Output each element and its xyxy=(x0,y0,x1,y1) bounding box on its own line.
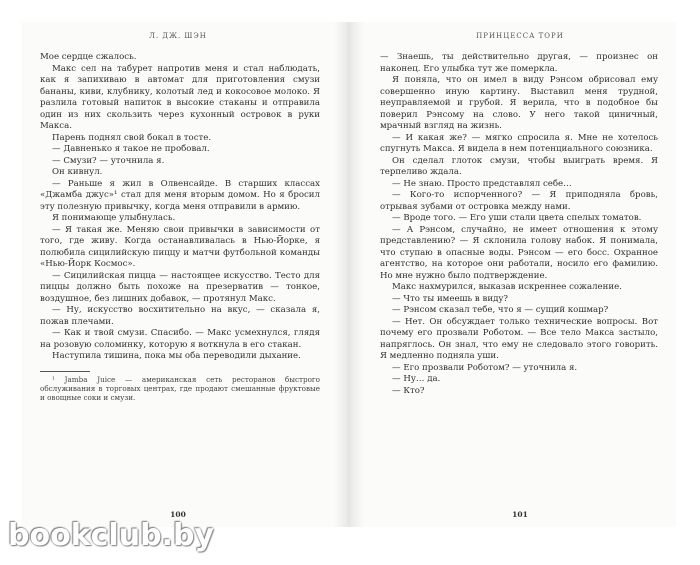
right-running-head: ПРИНЦЕССА ТОРИ xyxy=(476,32,564,40)
footnote-rule xyxy=(40,371,90,372)
paragraph: — Не знаю. Просто представлял себе… xyxy=(392,178,572,189)
paragraph: — Его прозвали Роботом? — уточнила я. xyxy=(392,362,578,373)
left-page xyxy=(22,22,334,527)
paragraph: — И какая же? — мягко спросила я. Мне не хотелось спугнуть Макса. Я видела в нем потенциального союзника. xyxy=(380,132,658,154)
left-page-text xyxy=(40,52,320,403)
paragraph: — Ну, искусство восхитительно на вкус, — сказала я, пожав плечами. xyxy=(40,305,320,327)
paragraph: — Кто? xyxy=(392,385,425,396)
paragraph: — Кого-то испорченного? — Я приподняла бровь, отрывая зубами от островка между нами. xyxy=(380,190,658,212)
paragraph: Наступила тишина, пока мы оба переводили дыхание. xyxy=(52,351,301,361)
paragraph: Макс сел на табурет напротив меня и стал наблюдать, как я запихиваю в автомат для приготовления смузи бананы, киви, клубнику, колотый лед и кокосовое молоко. Я разлила готовый напиток в высокие стаканы и отправила один из них скользить через кухонный островок в руки Макса. xyxy=(40,63,320,131)
paragraph: — Рэнсом сказал тебе, что я — сущий кошмар? xyxy=(392,305,609,315)
site-watermark: bookclub.by xyxy=(8,518,214,553)
left-running-head: Л. ДЖ. ШЭН xyxy=(149,32,207,40)
right-page-number: 101 xyxy=(512,510,528,519)
right-page-text xyxy=(380,52,658,397)
paragraph: Я поняла, что он имел в виду Рэнсом обрисовал ему совершенно иную картину. Выставил меня трудной, неуправляемой и грубой. Я верила, что в подобное бы поверил Рэнсому на слово. У него такой циничный, мрачный взгляд на жизнь. xyxy=(380,75,658,131)
paragraph: Он сделал глоток смузи, чтобы выиграть время. Я терпеливо ждала. xyxy=(380,155,658,177)
right-page xyxy=(364,22,676,527)
paragraph: — Я такая же. Меняю свои привычки в зависимости от того, где живу. Когда останавливалась в Нью-Йорке, я полюбила сицилийскую пиццу и матчи футбольной команды «Нью-Йорк Космос». xyxy=(40,224,320,269)
paragraph: — А Рэнсом, случайно, не имеет отношения к этому представлению? — Я склонила голову набок. Я понимала, что ступаю в опасные воды. Рэнсом — его босс. Охранное агентство, на которое они работали, носило его фамилию. Но мне нужно было подтверждение. xyxy=(380,224,658,281)
paragraph: Я понимающе улыбнулась. xyxy=(52,213,176,223)
paragraph: Парень поднял свой бокал в тосте. xyxy=(52,132,212,143)
paragraph: — Смузи? — уточнила я. xyxy=(52,155,165,166)
paragraph: — Вроде того. — Его уши стали цвета спелых томатов. xyxy=(392,213,642,223)
book-gutter xyxy=(334,22,364,527)
footnote: ¹ Jamba Juice — американская сеть ресторанов быстрого обслуживания в торговых центрах, где продают смешанные фруктовые и овощные соки и смузи. xyxy=(40,374,320,403)
paragraph: Макс нахмурился, выказав искреннее сожаление. xyxy=(392,282,622,292)
paragraph: Он кивнул. xyxy=(52,167,103,177)
paragraph: — Давненько я такое не пробовал. xyxy=(52,144,210,154)
paragraph: — Ну… да. xyxy=(392,374,441,384)
paragraph: — Раньше я жил в Олвенсайде. В старших классах «Джамба джус»¹ стал для меня вторым домом. Но я бросил эту полезную привычку, когда меня отправили в армию. xyxy=(40,178,320,212)
paragraph: Мое сердце сжалось. xyxy=(40,52,137,62)
paragraph: — Знаешь, ты действительно другая, — произнес он наконец. Его улыбка тут же померкла. xyxy=(380,52,658,74)
paragraph: — Как и твой смузи. Спасибо. — Макс усмехнулся, глядя на розовую соломинку, которую я воткнула в его стакан. xyxy=(40,328,320,350)
paragraph: — Сицилийская пицца — настоящее искусство. Тесто для пиццы должно быть похоже на презерватив — тонкое, воздушное, без лишних добавок, — протянул Макс. xyxy=(40,270,320,304)
left-page-number: 100 xyxy=(170,510,186,519)
paragraph: — Что ты имеешь в виду? xyxy=(392,293,509,304)
paragraph: — Нет. Он обсуждает только технические вопросы. Вот почему его прозвали Роботом. — Все тело Макса застыло, напряглось. Он знал, что ему не следовало этого говорить. Я медленно подняла уши. xyxy=(380,316,658,361)
